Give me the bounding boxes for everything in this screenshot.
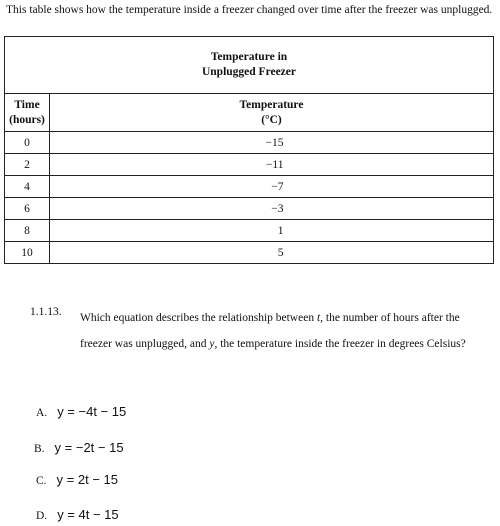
table-title-line1: Temperature in	[210, 51, 288, 63]
choice-equation: y = −4t − 15	[57, 404, 127, 419]
choice-equation: y = 4t − 15	[57, 507, 119, 522]
intro-text: This table shows how the temperature inside a freezer changed over time after the freezer was unplugged.	[6, 4, 493, 16]
table-row	[5, 198, 494, 220]
header-temperature-line1: Temperature	[239, 98, 304, 111]
table-title-line2: Unplugged Freezer	[201, 66, 296, 78]
temperature-value: 1	[277, 224, 284, 237]
header-time-line2: (hours)	[9, 113, 45, 126]
choice-b[interactable]	[34, 440, 124, 455]
choice-c[interactable]	[36, 472, 118, 487]
choice-equation: y = −2t − 15	[54, 440, 124, 455]
choice-d[interactable]	[36, 507, 119, 522]
choice-letter: C.	[36, 475, 47, 487]
temperature-value: −3	[271, 202, 284, 215]
temperature-cell	[50, 132, 494, 154]
temperature-table	[4, 36, 494, 264]
header-temperature-line2: (°C)	[261, 113, 282, 126]
temperature-value: −15	[265, 136, 284, 149]
temperature-cell	[50, 176, 494, 198]
choice-equation: y = 2t − 15	[56, 472, 118, 487]
header-time-line1: Time	[14, 98, 40, 111]
temperature-cell	[50, 198, 494, 220]
temperature-value: −11	[265, 158, 284, 171]
time-cell: 0	[5, 132, 50, 154]
table-row	[5, 176, 494, 198]
temperature-cell	[50, 242, 494, 264]
question-text-part-a: Which equation describes the relationship between	[80, 312, 317, 324]
temperature-cell	[50, 220, 494, 242]
temperature-value: 5	[277, 246, 284, 259]
variable-t: t	[316, 312, 321, 324]
variable-y: y	[209, 337, 215, 350]
question-text	[80, 306, 492, 357]
choice-letter: B.	[34, 443, 45, 455]
choice-letter: A.	[36, 407, 48, 419]
table-title	[5, 37, 494, 94]
temperature-value: −7	[271, 180, 284, 193]
time-cell: 2	[5, 154, 50, 176]
table-row	[5, 220, 494, 242]
time-cell: 10	[5, 242, 50, 264]
table-row	[5, 132, 494, 154]
question-number: 1.1.13.	[30, 306, 62, 318]
table-row	[5, 242, 494, 264]
choice-a[interactable]	[36, 404, 126, 419]
header-time	[5, 94, 50, 132]
choice-letter: D.	[36, 510, 48, 522]
time-cell: 4	[5, 176, 50, 198]
time-cell: 6	[5, 198, 50, 220]
question-text-part-b: , the number of hours after the freezer was unplugged, and	[80, 312, 460, 350]
header-temperature	[50, 94, 494, 132]
temperature-cell	[50, 154, 494, 176]
question-text-part-c: , the temperature inside the freezer in degrees Celsius?	[214, 337, 466, 350]
table-row	[5, 154, 494, 176]
time-cell: 8	[5, 220, 50, 242]
